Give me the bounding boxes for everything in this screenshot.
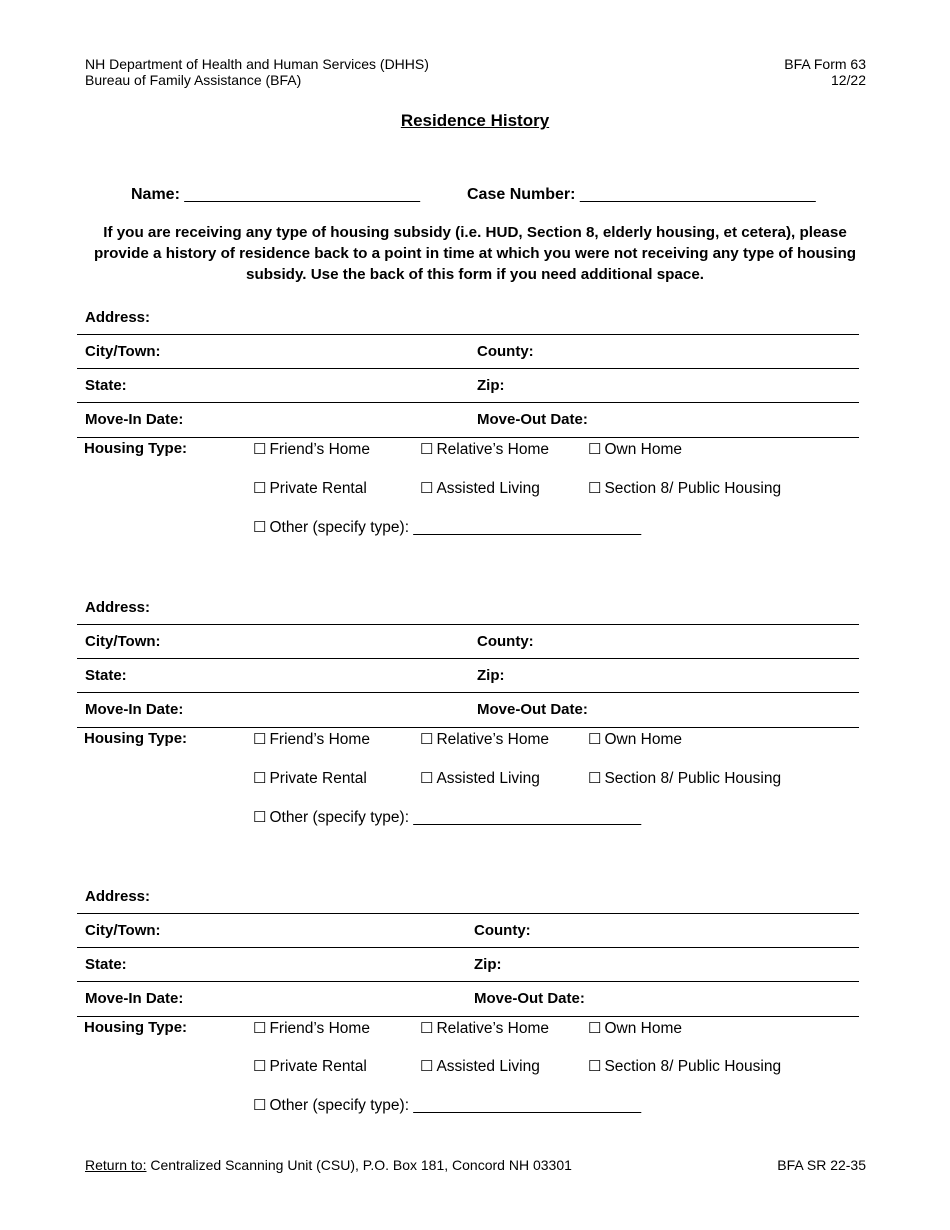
checkbox-icon[interactable]: ☐ <box>420 480 434 497</box>
option-relatives-home[interactable] <box>420 440 549 459</box>
option-private-rental[interactable] <box>253 1057 367 1076</box>
zip-label: Zip: <box>474 956 502 973</box>
residence-section-3 <box>77 879 859 1119</box>
form-number: BFA Form 63 <box>784 56 866 72</box>
checkbox-icon[interactable]: ☐ <box>253 1020 267 1037</box>
option-section8[interactable] <box>588 479 781 498</box>
instructions: If you are receiving any type of housing subsidy (i.e. HUD, Section 8, elderly housing, et cetera), please provide a history of residence back to a point in time at which you were not receiving any type of housing subsidy. Use the back of this form if you need additional space. <box>93 224 857 283</box>
address-line[interactable] <box>77 334 859 335</box>
city-label: City/Town: <box>85 343 161 360</box>
option-other[interactable] <box>253 808 641 827</box>
option-label: Assisted Living <box>436 480 540 497</box>
county-label: County: <box>477 343 534 360</box>
checkbox-icon[interactable]: ☐ <box>253 441 267 458</box>
city-county-line[interactable] <box>77 947 859 948</box>
housing-type-label: Housing Type: <box>84 730 188 747</box>
other-specify-blank[interactable]: ____________________________ <box>413 519 641 536</box>
checkbox-icon[interactable]: ☐ <box>253 480 267 497</box>
move-in-label: Move-In Date: <box>85 990 184 1007</box>
option-friends-home[interactable] <box>253 440 370 459</box>
page-title: Residence History <box>400 111 550 130</box>
option-label: Section 8/ Public Housing <box>604 480 782 497</box>
state-zip-line[interactable] <box>77 402 859 403</box>
option-label: Section 8/ Public Housing <box>604 1058 782 1075</box>
option-label: Own Home <box>604 731 682 748</box>
city-county-line[interactable] <box>77 368 859 369</box>
checkbox-icon[interactable]: ☐ <box>588 731 602 748</box>
option-relatives-home[interactable] <box>420 730 549 749</box>
option-assisted-living[interactable] <box>420 1057 540 1076</box>
option-label: Section 8/ Public Housing <box>604 770 782 787</box>
move-in-label: Move-In Date: <box>85 411 184 428</box>
other-specify-blank[interactable]: ____________________________ <box>413 809 641 826</box>
checkbox-icon[interactable]: ☐ <box>253 519 267 536</box>
checkbox-icon[interactable]: ☐ <box>420 731 434 748</box>
option-section8[interactable] <box>588 1057 781 1076</box>
case-number-blank[interactable]: ____________________________ <box>579 186 816 203</box>
checkbox-icon[interactable]: ☐ <box>253 809 267 826</box>
option-own-home[interactable] <box>588 1019 682 1038</box>
option-label: Private Rental <box>269 1058 367 1075</box>
dates-line[interactable] <box>77 437 859 438</box>
other-specify-blank[interactable]: ____________________________ <box>413 1097 641 1114</box>
move-out-label: Move-Out Date: <box>474 990 585 1007</box>
residence-section-2 <box>77 590 859 830</box>
checkbox-icon[interactable]: ☐ <box>253 1058 267 1075</box>
form-id-block <box>784 56 866 88</box>
state-label: State: <box>85 956 127 973</box>
checkbox-icon[interactable]: ☐ <box>420 770 434 787</box>
option-label: Friend’s Home <box>269 731 370 748</box>
name-label: Name: <box>131 186 180 203</box>
option-other[interactable] <box>253 1096 641 1115</box>
city-county-line[interactable] <box>77 658 859 659</box>
move-out-label: Move-Out Date: <box>477 411 588 428</box>
option-label: Other (specify type): <box>269 519 409 536</box>
option-label: Assisted Living <box>436 770 540 787</box>
checkbox-icon[interactable]: ☐ <box>420 1058 434 1075</box>
county-label: County: <box>477 633 534 650</box>
option-private-rental[interactable] <box>253 769 367 788</box>
move-out-label: Move-Out Date: <box>477 701 588 718</box>
city-label: City/Town: <box>85 922 161 939</box>
option-friends-home[interactable] <box>253 1019 370 1038</box>
option-relatives-home[interactable] <box>420 1019 549 1038</box>
option-own-home[interactable] <box>588 730 682 749</box>
option-label: Private Rental <box>269 480 367 497</box>
return-address <box>85 1157 572 1173</box>
return-label: Return to: <box>85 1157 147 1173</box>
dates-line[interactable] <box>77 727 859 728</box>
address-line[interactable] <box>77 913 859 914</box>
form-date: 12/22 <box>830 72 866 88</box>
option-label: Own Home <box>604 1020 682 1037</box>
state-zip-line[interactable] <box>77 692 859 693</box>
option-label: Assisted Living <box>436 1058 540 1075</box>
address-label: Address: <box>85 888 151 905</box>
dates-line[interactable] <box>77 1016 859 1017</box>
option-label: Relative’s Home <box>436 1020 550 1037</box>
case-number-field[interactable] <box>467 186 815 204</box>
address-label: Address: <box>85 599 151 616</box>
option-other[interactable] <box>253 518 641 537</box>
option-label: Relative’s Home <box>436 441 550 458</box>
option-label: Friend’s Home <box>269 1020 370 1037</box>
department-name: NH Department of Health and Human Services (DHHS) <box>85 56 429 72</box>
checkbox-icon[interactable]: ☐ <box>253 1097 267 1114</box>
checkbox-icon[interactable]: ☐ <box>588 770 602 787</box>
case-number-label: Case Number: <box>467 186 576 203</box>
option-section8[interactable] <box>588 769 781 788</box>
checkbox-icon[interactable]: ☐ <box>420 441 434 458</box>
city-label: City/Town: <box>85 633 161 650</box>
checkbox-icon[interactable]: ☐ <box>588 480 602 497</box>
form-code: BFA SR 22-35 <box>777 1157 866 1173</box>
checkbox-icon[interactable]: ☐ <box>253 731 267 748</box>
zip-label: Zip: <box>477 377 505 394</box>
residence-section-1 <box>77 300 859 540</box>
department-header <box>85 56 429 88</box>
housing-type-label: Housing Type: <box>84 440 188 457</box>
option-label: Relative’s Home <box>436 731 550 748</box>
county-label: County: <box>474 922 531 939</box>
state-zip-line[interactable] <box>77 981 859 982</box>
checkbox-icon[interactable]: ☐ <box>588 1020 602 1037</box>
option-assisted-living[interactable] <box>420 479 540 498</box>
option-friends-home[interactable] <box>253 730 370 749</box>
option-label: Own Home <box>604 441 682 458</box>
option-label: Other (specify type): <box>269 809 409 826</box>
zip-label: Zip: <box>477 667 505 684</box>
checkbox-icon[interactable]: ☐ <box>420 1020 434 1037</box>
address-line[interactable] <box>77 624 859 625</box>
option-label: Private Rental <box>269 770 367 787</box>
option-own-home[interactable] <box>588 440 682 459</box>
name-field[interactable] <box>131 186 420 204</box>
checkbox-icon[interactable]: ☐ <box>253 770 267 787</box>
checkbox-icon[interactable]: ☐ <box>588 1058 602 1075</box>
option-private-rental[interactable] <box>253 479 367 498</box>
state-label: State: <box>85 377 127 394</box>
checkbox-icon[interactable]: ☐ <box>588 441 602 458</box>
bureau-name: Bureau of Family Assistance (BFA) <box>85 72 302 88</box>
option-label: Other (specify type): <box>269 1097 409 1114</box>
move-in-label: Move-In Date: <box>85 701 184 718</box>
return-address-text: Centralized Scanning Unit (CSU), P.O. Box 181, Concord NH 03301 <box>146 1157 572 1173</box>
option-label: Friend’s Home <box>269 441 370 458</box>
option-assisted-living[interactable] <box>420 769 540 788</box>
address-label: Address: <box>85 309 151 326</box>
state-label: State: <box>85 667 127 684</box>
name-blank[interactable]: ____________________________ <box>184 186 420 203</box>
housing-type-label: Housing Type: <box>84 1019 188 1036</box>
